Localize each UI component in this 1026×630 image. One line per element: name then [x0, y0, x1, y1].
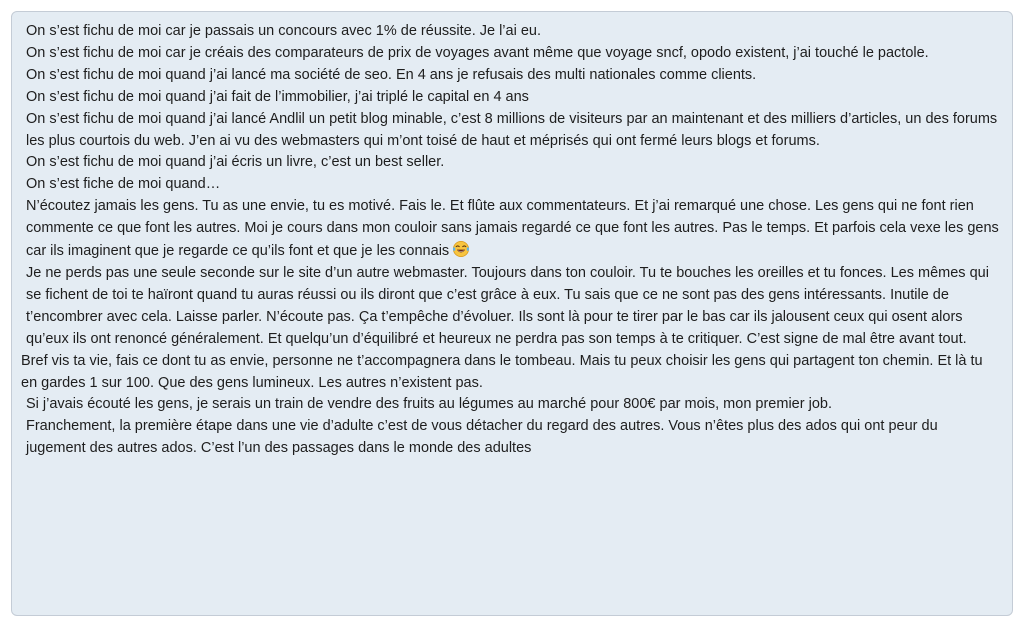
paragraph-franchement: Franchement, la première étape dans une vie d’adulte c’est de vous détacher du regard des autres. Vous n’êtes plus des ados qui ont peur du jugement des autres ados. C’est l’un des passages dans le monde des adultes: [26, 418, 938, 457]
post-content-box: [11, 11, 1013, 616]
paragraph-ecoutez-text: N’écoutez jamais les gens. Tu as une envie, tu es motivé. Fais le. Et flûte aux commentateurs. Et j’ai remarqué une chose. Les gens qui ne font rien commente ce que font les autres. Moi je cours dans mon couloir sans jamais regardé ce que font les autres. Pas le temps. Et parfois cela vexe les gens car ils imaginent que je regarde ce qu’ils font et que je les connais: [26, 198, 999, 260]
paragraph-bref: Bref vis ta vie, fais ce dont tu as envie, personne ne t’accompagnera dans le tombeau. Mais tu peux choisir les gens qui partagent ton chemin. Et là tu en gardes 1 sur 100. Que des gens lumineux. Les autres n’existent pas.: [21, 352, 983, 391]
tears-of-joy-emoji-icon: [452, 240, 470, 258]
paragraph-quand: On s’est fiche de moi quand…: [26, 176, 221, 193]
paragraph-comparateurs: On s’est fichu de moi car je créais des comparateurs de prix de voyages avant même que voyage sncf, opodo existent, j’ai touché le pactole.: [26, 44, 929, 61]
post-body: [23, 21, 1000, 460]
paragraph-ecoutez: [23, 196, 1000, 263]
paragraph-livre: On s’est fichu de moi quand j’ai écris un livre, c’est un best seller.: [26, 154, 445, 171]
paragraph-webmaster: Je ne perds pas une seule seconde sur le site d’un autre webmaster. Toujours dans ton couloir. Tu te bouches les oreilles et tu fonces. Les mêmes qui se fichent de toi te haïront quand tu auras réussi ou ils diront que c’est grâce à eux. Tu sais que ce ne sont pas des gens intéressants. Inutile de t’encombrer avec cela. Laisse parler. N’écoute pas. Ça t’empêche d’évoluer. Ils sont là pour te tirer par le bas car ils jalousent ceux qui osent alors qu’eux ils ont renoncé généralement. Et quelqu’un d’équilibré et heureux ne perdra pas son temps à te critiquer. C’est signe de mal être avant tout.: [26, 264, 989, 347]
paragraph-seo: On s’est fichu de moi quand j’ai lancé ma société de seo. En 4 ans je refusais des multi nationales comme clients.: [26, 66, 757, 83]
paragraph-immobilier: On s’est fichu de moi quand j’ai fait de l’immobilier, j’ai triplé le capital en 4 ans: [26, 88, 529, 105]
paragraph-andlil: On s’est fichu de moi quand j’ai lancé Andlil un petit blog minable, c’est 8 millions de visiteurs par an maintenant et des milliers d’articles, un des forums les plus courtois du web. J’en ai vu des webmasters qui m’ont toisé de haut et méprisés qui ont fermé leurs blogs et forums.: [26, 110, 998, 149]
paragraph-concours: On s’est fichu de moi car je passais un concours avec 1% de réussite. Je l’ai eu.: [26, 23, 542, 39]
paragraph-si-javais: Si j’avais écouté les gens, je serais un train de vendre des fruits au légumes au marché pour 800€ par mois, mon premier job.: [26, 396, 832, 413]
